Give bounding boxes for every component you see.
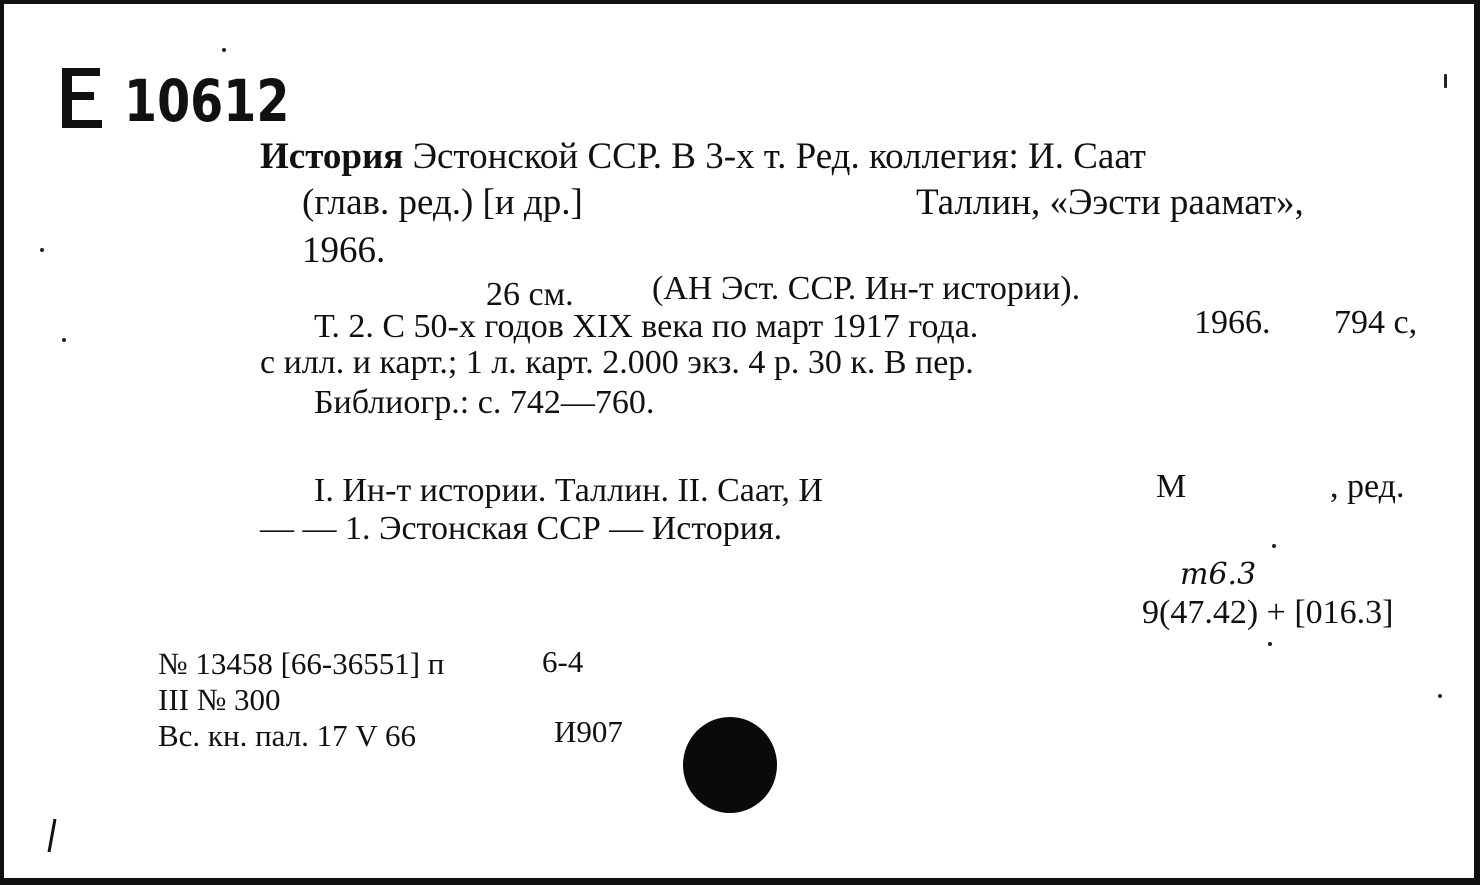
catalog-card [2, 2, 1476, 880]
series: (АН Эст. ССР. Ин-т истории). [652, 270, 1081, 307]
series-size: 26 см. [486, 276, 574, 313]
call-number: 10612 [124, 67, 290, 135]
entry-line-2-right: Таллин, «Ээсти раамат», [916, 182, 1304, 223]
chamber-code: И907 [554, 714, 623, 749]
volume-year: 1966. [1194, 304, 1271, 341]
classification: 9(47.42) + [016.3] [1142, 594, 1394, 631]
volume-pages: 794 с, [1334, 304, 1418, 341]
record-number: № 13458 [66-36551] п [158, 646, 445, 681]
speck [1438, 694, 1442, 698]
handwritten-note: т6.3 [1180, 557, 1257, 592]
tracing-line-1: I. Ин-т истории. Таллин. II. Саат, И [314, 472, 823, 509]
speck [222, 48, 226, 52]
entry-line-2-left: (глав. ред.) [и др.] [302, 182, 583, 223]
speck [62, 338, 66, 342]
bibliography-line: Библиогр.: с. 742—760. [314, 384, 655, 421]
volume-title: Т. 2. С 50-х годов XIX века по март 1917 года. [314, 308, 979, 345]
entry-line-3: 1966. [302, 230, 386, 271]
chamber-line: Вс. кн. пал. 17 V 66 [158, 718, 417, 753]
record-code: 6-4 [542, 644, 584, 679]
speck [1272, 544, 1276, 548]
illustrations-line: с илл. и карт.; 1 л. карт. 2.000 экз. 4 р. 30 к. В пер. [260, 344, 974, 381]
punch-hole [683, 717, 777, 813]
entry-title: Эстонской ССР. В 3-х т. Ред. коллегия: И. Саат [412, 136, 1146, 177]
entry-heading: История [260, 136, 404, 177]
call-letter-e-stamp [56, 62, 108, 134]
tracing-line-2: — — 1. Эстонская ССР — История. [260, 510, 783, 547]
speck [40, 248, 44, 252]
tracing-line-1-end: , ред. [1330, 468, 1405, 505]
speck [1268, 642, 1272, 646]
tracing-line-1-m: М [1156, 468, 1187, 505]
entry-line-1 [260, 138, 1146, 175]
register-number: III № 300 [158, 682, 281, 717]
speck [1444, 74, 1447, 88]
pencil-stroke [44, 816, 60, 856]
